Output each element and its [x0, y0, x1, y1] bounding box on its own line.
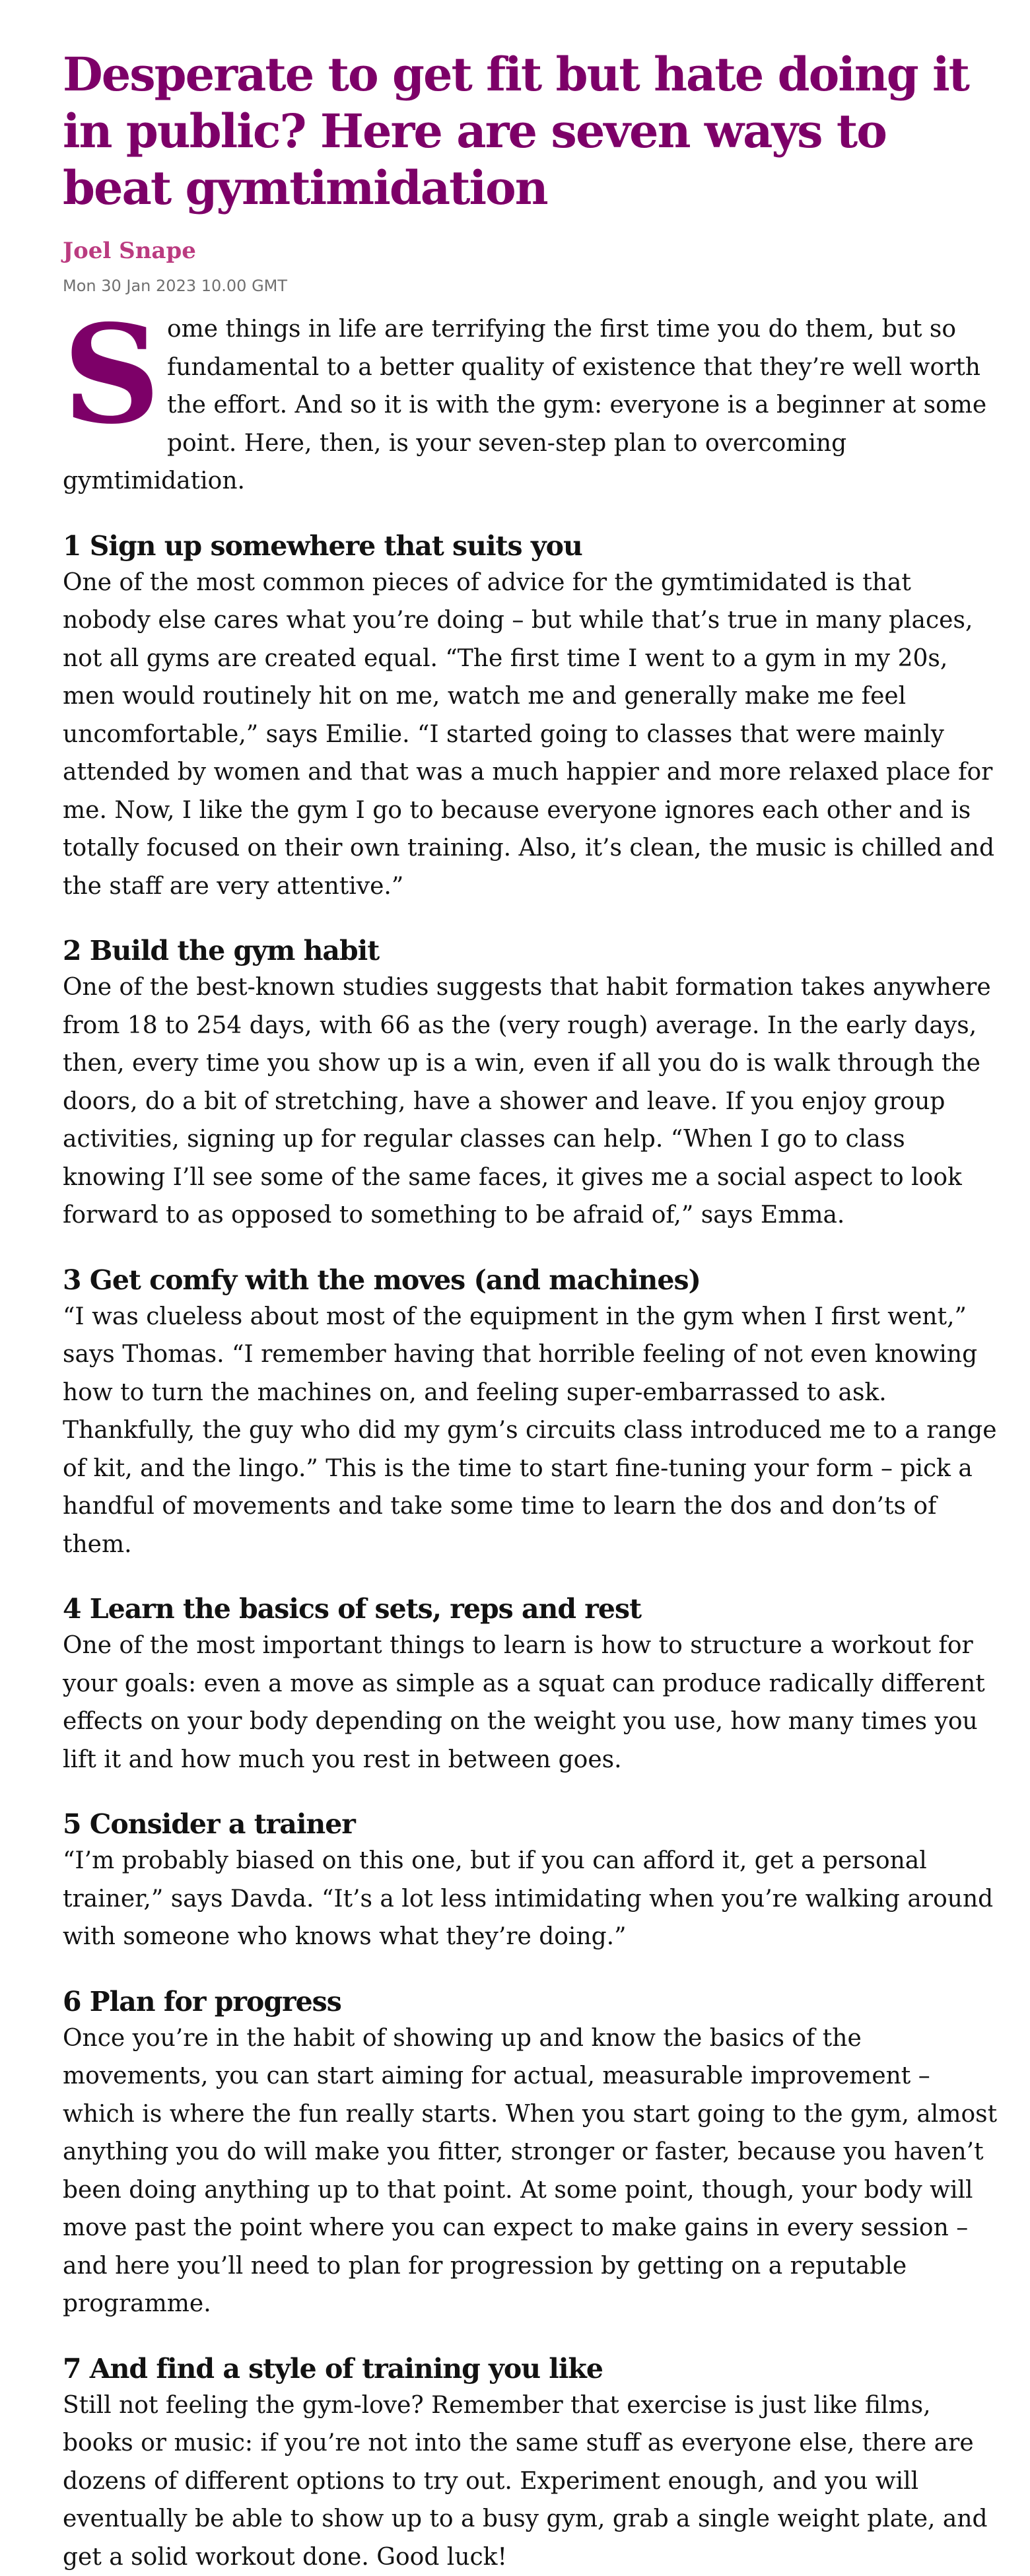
- intro-text: ome things in life are terrifying the first time you do them, but so fundamental to a better quality of existence that they’re well worth the effort. And so it is with the gym: everyone is a beginner at some point. Here, then, is your seven-step plan to overcoming gymtimidation.: [63, 316, 986, 494]
- section-title: 5 Consider a trainer: [63, 1806, 1000, 1842]
- headline: Desperate to get fit but hate doing it in public? Here are seven ways to beat gymtimidation: [63, 46, 1000, 217]
- section-6: [63, 1984, 1000, 2323]
- drop-cap: S: [63, 316, 155, 441]
- section-title: 3 Get comfy with the moves (and machines): [63, 1262, 1000, 1298]
- section-body: One of the most common pieces of advice for the gymtimidated is that nobody else cares what you’re doing – but while that’s true in many places, not all gyms are created equal. “The first time I went to a gym in my 20s, men would routinely hit on me, watch me and generally make me feel uncomfortable,” says Emilie. “I started going to classes that were mainly attended by women and that was a much happier and more relaxed place for me. Now, I like the gym I go to because everyone ignores each other and is totally focused on their own training. Also, it’s clean, the music is chilled and the staff are very attentive.”: [63, 564, 1000, 906]
- section-title: 4 Learn the basics of sets, reps and rest: [63, 1591, 1000, 1627]
- article: [63, 0, 1030, 2576]
- section-5: [63, 1806, 1000, 1956]
- section-2: [63, 933, 1000, 1235]
- publish-date: Mon 30 Jan 2023 10.00 GMT: [63, 275, 1030, 297]
- section-body: “I’m probably biased on this one, but if you can afford it, get a personal trainer,” says Davda. “It’s a lot less intimidating when you’re walking around with someone who knows what they’re doing.”: [63, 1842, 1000, 1956]
- section-title: 6 Plan for progress: [63, 1984, 1000, 2019]
- section-3: [63, 1262, 1000, 1564]
- section-7: [63, 2351, 1000, 2576]
- author-byline[interactable]: Joel Snape: [63, 236, 1030, 265]
- section-body: One of the best-known studies suggests that habit formation takes anywhere from 18 to 254 days, with 66 as the (very rough) average. In the early days, then, every time you show up is a win, even if all you do is walk through the doors, do a bit of stretching, have a shower and leave. If you enjoy group activities, signing up for regular classes can help. “When I go to class knowing I’ll see some of the same faces, it gives me a social aspect to look forward to as opposed to something to be afraid of,” says Emma.: [63, 968, 1000, 1235]
- section-body: One of the most important things to learn is how to structure a workout for your goals: even a move as simple as a squat can produce radically different effects on your body depending on the weight you use, how many times you lift it and how much you rest in between goes.: [63, 1627, 1000, 1779]
- intro-paragraph: [63, 310, 994, 500]
- section-title: 1 Sign up somewhere that suits you: [63, 528, 1000, 564]
- section-1: [63, 528, 1000, 906]
- section-title: 2 Build the gym habit: [63, 933, 1000, 968]
- section-body: Still not feeling the gym-love? Remember that exercise is just like films, books or music: if you’re not into the same stuff as everyone else, there are dozens of different options to try out. Experiment enough, and you will eventually be able to show up to a busy gym, grab a single weight plate, and get a solid workout done. Good luck!: [63, 2387, 1000, 2576]
- section-body: Once you’re in the habit of showing up and know the basics of the movements, you can start aiming for actual, measurable improvement – which is where the fun really starts. When you start going to the gym, almost anything you do will make you fitter, stronger or faster, because you haven’t been doing anything up to that point. At some point, though, your body will move past the point where you can expect to make gains in every session – and here you’ll need to plan for progression by getting on a reputable programme.: [63, 2019, 1000, 2323]
- section-title: 7 And find a style of training you like: [63, 2351, 1000, 2387]
- section-body: “I was clueless about most of the equipment in the gym when I first went,” says Thomas. “I remember having that horrible feeling of not even knowing how to turn the machines on, and feeling super-embarrassed to ask. Thankfully, the guy who did my gym’s circuits class introduced me to a range of kit, and the lingo.” This is the time to start fine-tuning your form – pick a handful of movements and take some time to learn the dos and don’ts of them.: [63, 1298, 1000, 1564]
- section-4: [63, 1591, 1000, 1779]
